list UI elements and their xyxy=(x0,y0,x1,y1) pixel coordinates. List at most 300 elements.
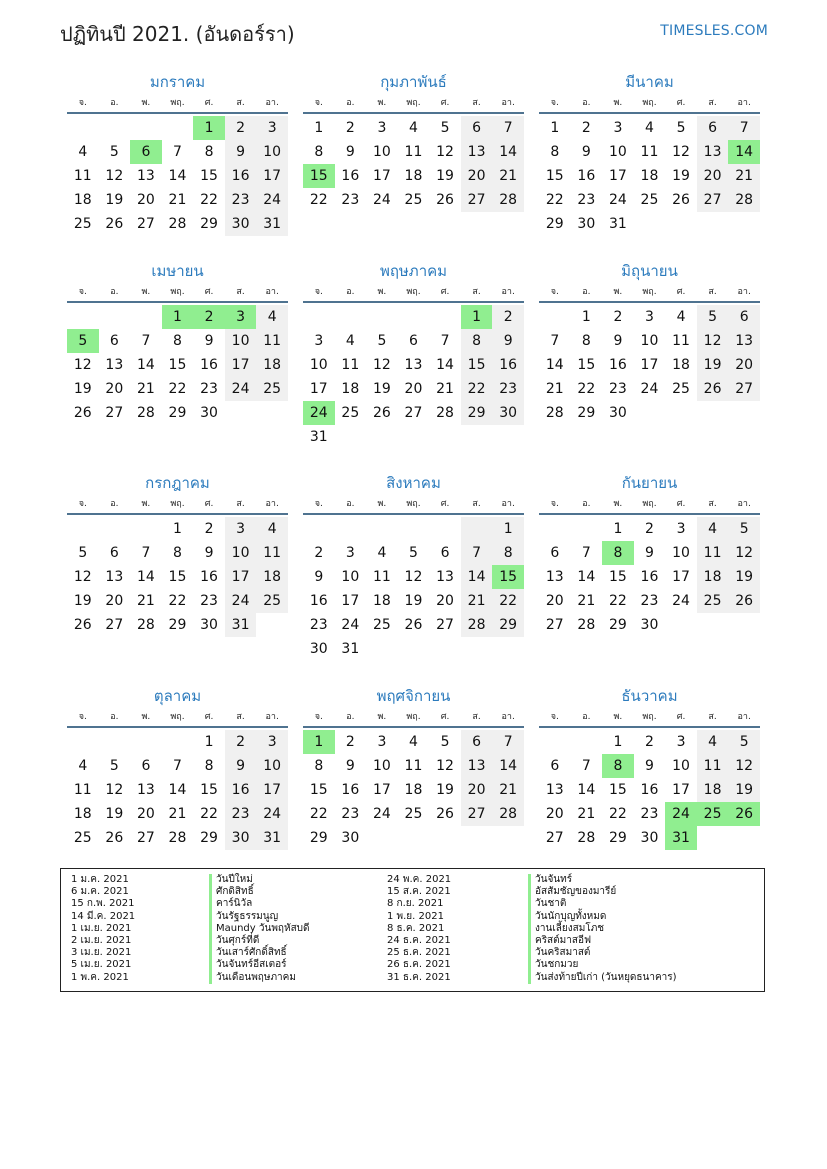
weekday-label: พฤ. xyxy=(406,712,421,722)
weekday-label: พฤ. xyxy=(170,712,185,722)
day-cell: 29 xyxy=(168,405,187,421)
day-cell: 20 xyxy=(545,806,564,822)
weekday-label: อา. xyxy=(737,712,751,722)
empty-day-cell xyxy=(398,517,430,541)
day-cell: 29 xyxy=(309,830,328,846)
day-cell: 22 xyxy=(577,381,596,397)
weekday-label: ส. xyxy=(472,499,481,509)
day-cell: 8 xyxy=(550,144,560,160)
legend-date: 1 พ.ค. 2021 xyxy=(71,971,129,983)
weekday-label: อา. xyxy=(501,287,515,297)
day-cell: 3 xyxy=(314,333,324,349)
weekday-label: พ. xyxy=(613,499,623,509)
weekday-label: พฤ. xyxy=(406,287,421,297)
day-cell: 9 xyxy=(581,144,591,160)
day-cell: 31 xyxy=(608,216,627,232)
legend-holiday-name: วันจันทร์อีสเตอร์ xyxy=(209,959,310,971)
day-cell: 10 xyxy=(672,758,690,774)
weekday-label: จ. xyxy=(78,712,87,722)
weekday-header xyxy=(67,495,288,515)
month-12 xyxy=(539,684,760,850)
weekday-header xyxy=(303,283,524,303)
legend-date: 8 ธ.ค. 2021 xyxy=(387,922,445,934)
day-cell: 30 xyxy=(225,826,257,850)
weekday-label: พ. xyxy=(141,287,151,297)
weekday-label: พฤ. xyxy=(642,98,657,108)
day-cell: 30 xyxy=(492,401,524,425)
empty-day-cell xyxy=(539,305,571,329)
day-cell: 2 xyxy=(645,521,654,537)
day-cell: 18 xyxy=(73,806,92,822)
day-cell: 30 xyxy=(640,617,659,633)
day-grid xyxy=(67,515,288,637)
day-cell: 18 xyxy=(640,168,659,184)
day-cell: 21 xyxy=(436,381,454,397)
day-cell: 30 xyxy=(608,405,627,421)
weekday-label: อา. xyxy=(501,712,515,722)
day-cell: 9 xyxy=(345,144,355,160)
brand-link[interactable]: TIMESLES.COM xyxy=(660,23,768,39)
day-cell: 5 xyxy=(409,545,418,561)
day-cell: 13 xyxy=(136,168,155,184)
day-cell: 3 xyxy=(225,517,257,541)
weekday-header xyxy=(67,708,288,728)
weekday-label: ส. xyxy=(472,712,481,722)
day-cell: 10 xyxy=(372,144,391,160)
day-cell: 14 xyxy=(436,357,454,373)
day-cell: 30 xyxy=(640,830,659,846)
weekday-label: พ. xyxy=(141,98,151,108)
day-cell: 7 xyxy=(461,541,493,565)
day-cell: 6 xyxy=(728,305,760,329)
day-cell: 31 xyxy=(341,641,360,657)
day-cell: 25 xyxy=(404,806,423,822)
month-8 xyxy=(303,471,524,661)
weekday-label: ส. xyxy=(472,98,481,108)
day-cell: 8 xyxy=(173,333,182,349)
day-cell: 4 xyxy=(676,309,686,325)
legend-holiday-name: วันจันทร์ xyxy=(528,874,677,886)
day-cell: 19 xyxy=(436,782,454,798)
day-cell: 1 xyxy=(173,521,182,537)
day-cell: 31 xyxy=(309,429,328,445)
weekday-label: จ. xyxy=(78,287,87,297)
day-cell: 14 xyxy=(168,168,187,184)
day-cell: 30 xyxy=(200,617,218,633)
weekday-label: จ. xyxy=(314,98,323,108)
empty-day-cell xyxy=(366,305,398,329)
day-cell: 17 xyxy=(256,164,288,188)
weekday-label: จ. xyxy=(550,712,559,722)
day-cell: 16 xyxy=(225,778,257,802)
weekday-label: อา. xyxy=(737,98,751,108)
day-cell: 26 xyxy=(728,589,760,613)
empty-day-cell xyxy=(398,305,430,329)
day-cell: 7 xyxy=(492,730,524,754)
day-cell: 19 xyxy=(436,168,454,184)
legend-holiday-name: วันเสาร์ศักดิ์สิทธิ์ xyxy=(209,947,310,959)
day-cell: 17 xyxy=(672,782,690,798)
empty-day-cell xyxy=(571,517,603,541)
day-cell: 25 xyxy=(697,589,729,613)
day-cell: 19 xyxy=(105,806,124,822)
day-cell: 24 xyxy=(372,192,391,208)
legend-date: 3 เม.ย. 2021 xyxy=(71,947,132,959)
day-cell: 26 xyxy=(73,617,92,633)
day-cell: 19 xyxy=(105,192,124,208)
day-cell: 20 xyxy=(105,381,124,397)
legend-right-dates xyxy=(387,874,451,984)
month-10 xyxy=(67,684,288,850)
day-cell: 27 xyxy=(105,617,124,633)
day-cell: 12 xyxy=(105,168,124,184)
day-cell: 8 xyxy=(173,545,182,561)
legend-date: 15 ส.ค. 2021 xyxy=(387,886,451,898)
weekday-label: อา. xyxy=(265,98,279,108)
day-cell: 7 xyxy=(728,116,760,140)
weekday-label: พ. xyxy=(377,287,387,297)
day-cell: 7 xyxy=(141,333,151,349)
day-cell: 1 xyxy=(613,521,623,537)
day-cell: 18 xyxy=(256,353,288,377)
day-cell: 16 xyxy=(309,593,328,609)
day-cell: 18 xyxy=(697,565,729,589)
day-cell: 27 xyxy=(136,216,155,232)
legend-date: 6 ม.ค. 2021 xyxy=(71,886,129,898)
day-cell: 27 xyxy=(728,377,760,401)
day-cell: 2 xyxy=(492,305,524,329)
day-cell: 29 xyxy=(461,401,493,425)
weekday-label: พ. xyxy=(141,712,151,722)
weekday-label: ศ. xyxy=(440,712,450,722)
day-cell: 17 xyxy=(341,593,360,609)
day-cell: 14 xyxy=(492,754,524,778)
day-cell: 26 xyxy=(105,830,124,846)
day-cell: 14 xyxy=(577,782,596,798)
day-cell: 30 xyxy=(200,405,218,421)
holiday-day-cell: 2 xyxy=(193,305,225,329)
legend-date: 1 ม.ค. 2021 xyxy=(71,874,129,885)
day-cell: 4 xyxy=(645,120,654,136)
day-cell: 18 xyxy=(404,782,423,798)
day-cell: 16 xyxy=(200,357,218,373)
day-cell: 5 xyxy=(440,120,450,136)
weekday-header xyxy=(539,283,760,303)
day-cell: 6 xyxy=(550,758,560,774)
day-cell: 4 xyxy=(256,305,288,329)
empty-day-cell xyxy=(130,517,162,541)
month-name: กุมภาพันธ์ xyxy=(380,73,447,91)
legend-holiday-name: คริสต์มาสอีฟ xyxy=(528,935,677,947)
empty-day-cell xyxy=(162,730,194,754)
day-cell: 19 xyxy=(697,353,729,377)
holiday-day-cell: 3 xyxy=(225,305,257,329)
weekday-label: พฤ. xyxy=(170,98,185,108)
day-cell: 13 xyxy=(105,357,124,373)
legend-holiday-name: วันชกมวย xyxy=(528,959,677,971)
day-cell: 8 xyxy=(461,329,493,353)
day-cell: 12 xyxy=(728,754,760,778)
day-cell: 13 xyxy=(545,569,564,585)
weekday-label: ศ. xyxy=(676,712,686,722)
day-cell: 16 xyxy=(341,168,360,184)
holiday-day-cell: 25 xyxy=(697,802,729,826)
day-cell: 11 xyxy=(73,168,92,184)
weekday-label: พฤ. xyxy=(406,98,421,108)
day-cell: 19 xyxy=(672,168,690,184)
month-4 xyxy=(67,259,288,425)
holiday-day-cell: 6 xyxy=(130,140,162,164)
day-cell: 5 xyxy=(109,758,119,774)
empty-day-cell xyxy=(130,116,162,140)
day-cell: 4 xyxy=(409,120,418,136)
day-cell: 4 xyxy=(377,545,387,561)
day-cell: 12 xyxy=(105,782,124,798)
weekday-label: ศ. xyxy=(440,499,450,509)
day-cell: 11 xyxy=(256,541,288,565)
weekday-label: ส. xyxy=(236,287,245,297)
day-cell: 27 xyxy=(545,830,564,846)
day-cell: 7 xyxy=(581,758,591,774)
day-grid xyxy=(539,515,760,637)
weekday-label: จ. xyxy=(78,499,87,509)
weekday-label: จ. xyxy=(550,499,559,509)
empty-day-cell xyxy=(67,517,99,541)
day-cell: 4 xyxy=(697,517,729,541)
month-name: เมษายน xyxy=(151,262,204,280)
legend-holiday-name: งานเลี้ยงสมโภช xyxy=(528,923,677,935)
day-cell: 29 xyxy=(608,830,627,846)
empty-day-cell xyxy=(429,517,461,541)
day-cell: 27 xyxy=(461,188,493,212)
day-cell: 12 xyxy=(404,569,423,585)
day-cell: 19 xyxy=(728,565,760,589)
legend-date: 5 เม.ย. 2021 xyxy=(71,959,132,971)
day-cell: 8 xyxy=(204,758,214,774)
day-cell: 15 xyxy=(545,168,564,184)
day-cell: 24 xyxy=(341,617,360,633)
day-cell: 24 xyxy=(256,188,288,212)
month-7 xyxy=(67,471,288,637)
day-cell: 12 xyxy=(372,357,391,373)
day-cell: 31 xyxy=(225,613,257,637)
day-cell: 13 xyxy=(728,329,760,353)
day-cell: 13 xyxy=(136,782,155,798)
weekday-label: ส. xyxy=(472,287,481,297)
holiday-day-cell: 8 xyxy=(602,754,634,778)
empty-day-cell xyxy=(67,305,99,329)
day-cell: 20 xyxy=(436,593,454,609)
day-cell: 17 xyxy=(672,569,690,585)
empty-day-cell xyxy=(130,305,162,329)
day-cell: 15 xyxy=(608,569,627,585)
day-cell: 21 xyxy=(492,164,524,188)
day-cell: 3 xyxy=(613,120,623,136)
weekday-label: ศ. xyxy=(440,287,450,297)
month-3 xyxy=(539,70,760,236)
day-cell: 6 xyxy=(550,545,560,561)
day-cell: 4 xyxy=(256,517,288,541)
legend-holiday-name: Maundy วันพฤหัสบดี xyxy=(209,923,310,935)
day-cell: 29 xyxy=(200,216,218,232)
day-cell: 30 xyxy=(577,216,596,232)
weekday-label: อา. xyxy=(737,499,751,509)
holiday-day-cell: 24 xyxy=(665,802,697,826)
month-name: มิถุนายน xyxy=(621,262,678,280)
day-cell: 15 xyxy=(168,569,187,585)
day-grid xyxy=(303,728,524,850)
legend-holiday-name: วันนักบุญทั้งหมด xyxy=(528,911,677,923)
day-cell: 10 xyxy=(225,329,257,353)
day-cell: 26 xyxy=(73,405,92,421)
page-title: ปฏิทินปี 2021. (อันดอร์รา) xyxy=(60,22,295,46)
day-cell: 22 xyxy=(309,192,328,208)
day-cell: 12 xyxy=(436,144,454,160)
month-name: พฤษภาคม xyxy=(379,262,448,280)
day-cell: 10 xyxy=(372,758,391,774)
day-cell: 17 xyxy=(640,357,659,373)
day-cell: 18 xyxy=(697,778,729,802)
day-cell: 27 xyxy=(697,188,729,212)
weekday-label: ส. xyxy=(236,98,245,108)
day-cell: 26 xyxy=(436,806,454,822)
day-cell: 26 xyxy=(436,192,454,208)
holiday-day-cell: 15 xyxy=(303,164,335,188)
legend-holiday-name: อัสสัมชัญของมารีย์ xyxy=(528,886,677,898)
day-cell: 3 xyxy=(377,120,387,136)
day-cell: 16 xyxy=(492,353,524,377)
day-cell: 4 xyxy=(697,730,729,754)
weekday-label: อ. xyxy=(110,712,119,722)
weekday-label: อ. xyxy=(582,712,591,722)
weekday-label: อา. xyxy=(501,98,515,108)
day-cell: 15 xyxy=(200,782,218,798)
weekday-header xyxy=(539,94,760,114)
day-cell: 22 xyxy=(461,377,493,401)
day-cell: 24 xyxy=(372,806,391,822)
weekday-label: ศ. xyxy=(204,98,214,108)
weekday-label: อ. xyxy=(582,98,591,108)
weekday-label: อา. xyxy=(265,499,279,509)
day-cell: 17 xyxy=(309,381,328,397)
day-cell: 16 xyxy=(341,782,360,798)
day-cell: 8 xyxy=(314,758,324,774)
day-cell: 6 xyxy=(440,545,450,561)
empty-day-cell xyxy=(162,116,194,140)
day-cell: 9 xyxy=(492,329,524,353)
day-cell: 13 xyxy=(436,569,454,585)
empty-day-cell xyxy=(539,730,571,754)
day-cell: 12 xyxy=(672,144,690,160)
day-cell: 3 xyxy=(645,309,654,325)
day-cell: 25 xyxy=(372,617,391,633)
day-cell: 28 xyxy=(492,188,524,212)
day-cell: 1 xyxy=(550,120,560,136)
legend-date: 14 มี.ค. 2021 xyxy=(71,910,136,922)
holiday-legend xyxy=(60,868,765,992)
day-grid xyxy=(303,515,524,661)
day-cell: 9 xyxy=(613,333,623,349)
day-cell: 12 xyxy=(436,758,454,774)
holiday-day-cell: 31 xyxy=(665,826,697,850)
day-cell: 28 xyxy=(136,617,155,633)
weekday-label: จ. xyxy=(78,98,87,108)
day-cell: 17 xyxy=(225,353,257,377)
day-cell: 19 xyxy=(372,381,391,397)
day-cell: 23 xyxy=(200,381,218,397)
month-name: พฤศจิกายน xyxy=(376,687,451,705)
day-cell: 5 xyxy=(728,517,760,541)
day-cell: 20 xyxy=(105,593,124,609)
month-name: ตุลาคม xyxy=(153,687,202,705)
day-cell: 27 xyxy=(404,405,423,421)
empty-day-cell xyxy=(366,517,398,541)
weekday-label: พ. xyxy=(613,98,623,108)
day-cell: 24 xyxy=(672,593,690,609)
legend-date: 1 พ.ย. 2021 xyxy=(387,910,444,922)
month-name: ธันวาคม xyxy=(621,687,678,705)
day-cell: 1 xyxy=(204,734,214,750)
day-cell: 4 xyxy=(78,144,88,160)
day-cell: 11 xyxy=(372,569,391,585)
day-cell: 28 xyxy=(168,830,187,846)
day-cell: 12 xyxy=(73,357,92,373)
day-cell: 28 xyxy=(728,188,760,212)
day-cell: 18 xyxy=(372,593,391,609)
day-cell: 10 xyxy=(608,144,627,160)
day-cell: 14 xyxy=(461,565,493,589)
day-cell: 21 xyxy=(136,593,155,609)
day-cell: 20 xyxy=(728,353,760,377)
day-cell: 5 xyxy=(676,120,686,136)
day-cell: 14 xyxy=(136,357,155,373)
weekday-label: ศ. xyxy=(204,287,214,297)
weekday-label: จ. xyxy=(550,98,559,108)
day-cell: 29 xyxy=(492,613,524,637)
month-name: กรกฎาคม xyxy=(145,474,210,492)
legend-date: 8 ก.ย. 2021 xyxy=(387,898,444,910)
day-cell: 10 xyxy=(256,140,288,164)
day-cell: 18 xyxy=(73,192,92,208)
day-cell: 6 xyxy=(109,333,119,349)
day-cell: 28 xyxy=(492,802,524,826)
weekday-label: พฤ. xyxy=(642,499,657,509)
day-cell: 5 xyxy=(728,730,760,754)
day-cell: 27 xyxy=(105,405,124,421)
holiday-day-cell: 14 xyxy=(728,140,760,164)
day-cell: 27 xyxy=(461,802,493,826)
day-cell: 18 xyxy=(404,168,423,184)
day-cell: 20 xyxy=(461,778,493,802)
legend-holiday-name: วันส่งท้ายปีเก่า (วันหยุดธนาคาร) xyxy=(528,972,677,984)
day-cell: 22 xyxy=(168,381,187,397)
day-cell: 12 xyxy=(697,329,729,353)
day-cell: 11 xyxy=(256,329,288,353)
day-cell: 14 xyxy=(577,569,596,585)
day-cell: 17 xyxy=(608,168,627,184)
day-grid xyxy=(67,303,288,425)
day-cell: 8 xyxy=(314,144,324,160)
day-cell: 1 xyxy=(613,734,623,750)
day-cell: 7 xyxy=(581,545,591,561)
weekday-label: อ. xyxy=(346,287,355,297)
day-cell: 9 xyxy=(314,569,324,585)
day-cell: 3 xyxy=(256,116,288,140)
day-cell: 28 xyxy=(436,405,454,421)
day-cell: 17 xyxy=(225,565,257,589)
day-cell: 4 xyxy=(345,333,355,349)
day-cell: 4 xyxy=(78,758,88,774)
